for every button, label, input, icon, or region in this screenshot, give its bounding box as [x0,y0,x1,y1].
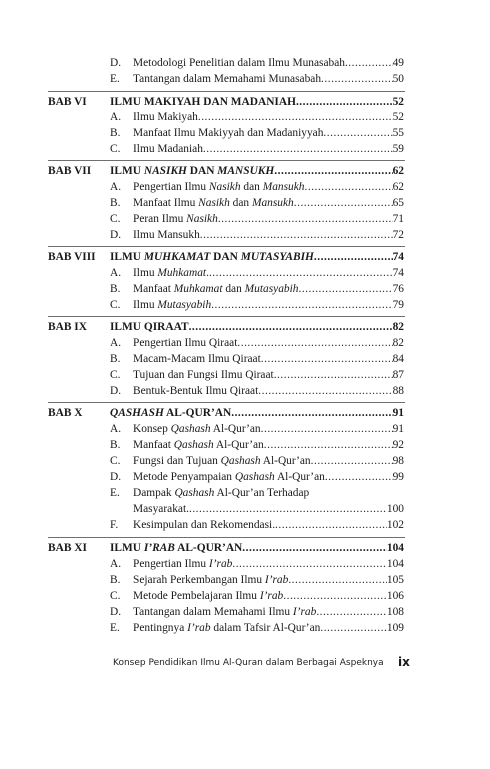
page-ref: 76 [392,283,404,295]
page-ref: 104 [386,558,404,570]
page-ref: 79 [392,299,404,311]
dot-leader [211,298,392,313]
toc-row [0,282,490,297]
toc-row [0,298,490,313]
toc-row [0,486,490,501]
dot-leader [316,605,387,620]
chapter-divider [48,402,405,403]
dot-leader [209,266,393,281]
entry-title: Konsep Qashash Al-Qur’an [133,423,261,435]
entry-title: Tujuan dan Fungsi Ilmu Qiraat [133,369,274,381]
toc-entry [133,180,404,195]
item-letter: C. [110,299,121,311]
toc-entry [133,518,404,533]
chapter-entry [110,320,404,335]
toc-row [0,573,490,588]
item-letter: B. [110,127,121,139]
toc-entry [133,336,404,351]
dot-leader [264,438,393,453]
page-ref: 74 [392,251,404,263]
entry-title: Metodologi Penelitian dalam Ilmu Munasabah [133,57,345,69]
item-letter: B. [110,283,121,295]
item-letter: E. [110,622,120,634]
toc-row [0,56,490,71]
toc-entry [133,438,404,453]
chapter-label: BAB VI [48,96,87,108]
dot-leader [242,541,387,556]
item-letter: D. [110,606,122,618]
chapter-divider [48,537,405,538]
entry-title: Manfaat Ilmu Nasikh dan Mansukh [133,197,294,209]
item-letter: A. [110,337,122,349]
toc-row [0,126,490,141]
chapter-title: QASHASH AL-QUR’AN [110,407,232,419]
item-letter: F. [110,519,119,531]
entry-title: Manfaat Qashash Al-Qur’an [133,439,264,451]
dot-leader [275,518,387,533]
dot-leader [305,180,393,195]
toc-row [0,384,490,399]
page-ref: 102 [386,519,404,531]
toc-row [0,336,490,351]
dot-leader [296,95,393,110]
dot-leader [321,72,393,87]
dot-leader [203,142,393,157]
chapter-row [0,541,490,556]
toc-entry [133,142,404,157]
item-letter: A. [110,558,122,570]
toc-row [0,589,490,604]
page-ref: 87 [392,369,404,381]
toc-row [0,212,490,227]
page-ref: 62 [392,165,404,177]
entry-title: Pentingnya I’rab dalam Tafsir Al-Qur’an [133,622,321,634]
dot-leader [283,589,387,604]
dot-leader [237,336,392,351]
toc-row [0,470,490,485]
dot-leader [261,422,393,437]
toc-row [0,72,490,87]
entry-title: Pengertian Ilmu Qiraat [133,337,238,349]
toc-row [0,518,490,533]
chapter-divider [48,160,405,161]
toc-entry [133,557,404,572]
dot-leader [261,352,393,367]
item-letter: C. [110,455,121,467]
page-ref: 55 [392,127,404,139]
item-letter: E. [110,73,120,85]
toc-row [0,142,490,157]
page-ref: 62 [392,181,404,193]
page-ref: 105 [386,574,404,586]
chapter-label: BAB VII [48,165,92,177]
item-letter: B. [110,574,121,586]
item-letter: E. [110,487,120,499]
toc-entry [133,56,404,71]
page-ref: 82 [392,337,404,349]
toc-row [0,454,490,469]
toc-row [0,368,490,383]
page-ref: 74 [392,267,404,279]
entry-title: Ilmu Mansukh [133,229,200,241]
toc-entry [133,454,404,469]
toc-entry [133,422,404,437]
toc-row [0,180,490,195]
page-ref: 100 [386,503,404,515]
page-ref: 108 [386,606,404,618]
dot-leader [294,196,393,211]
page-ref: 104 [386,542,404,554]
chapter-title: ILMU I’RAB AL-QUR’AN [110,542,243,554]
dot-leader [231,406,392,421]
running-footer: Konsep Pendidikan Ilmu Al-Quran dalam Berbagai Aspeknya [113,658,384,668]
dot-leader [232,557,387,572]
page-ref: 91 [392,407,404,419]
toc-entry [133,110,404,125]
item-letter: A. [110,267,122,279]
item-letter: C. [110,369,121,381]
toc-entry [133,72,404,87]
toc-entry [133,282,404,297]
dot-leader [198,110,393,125]
entry-title: Dampak Qashash Al-Qur’an Terhadap [133,487,310,499]
chapter-title: ILMU MUHKAMAT DAN MUTASYABIH [110,251,314,263]
dot-leader [288,573,387,588]
page-ref: 52 [392,96,404,108]
entry-title: Metode Penyampaian Qashash Al-Qur’an [133,471,325,483]
entry-title: Bentuk-Bentuk Ilmu Qiraat [133,385,259,397]
toc-row [0,557,490,572]
toc-entry [133,589,404,604]
item-letter: D. [110,57,122,69]
toc-entry [133,298,404,313]
entry-title: Pengertian Ilmu I’rab [133,558,233,570]
chapter-entry [110,164,404,179]
toc-entry [133,352,404,367]
toc-entry [133,502,404,517]
page-ref: 72 [392,229,404,241]
toc-entry [133,126,404,141]
dot-leader [200,228,393,243]
item-letter: D. [110,229,122,241]
chapter-row [0,320,490,335]
dot-leader [218,212,393,227]
entry-title: Sejarah Perkembangan Ilmu I’rab [133,574,289,586]
entry-title: Fungsi dan Tujuan Qashash Al-Qur’an [133,455,311,467]
toc-row [0,438,490,453]
chapter-label: BAB VIII [48,251,96,263]
entry-title: Manfaat Muhkamat dan Mutasyabih [133,283,299,295]
page-ref: 82 [392,321,404,333]
chapter-label: BAB X [48,407,83,419]
item-letter: C. [110,143,121,155]
chapter-row [0,164,490,179]
toc-entry [133,621,404,636]
entry-title: Tantangan dalam Memahami Munasabah [133,73,322,85]
item-letter: B. [110,353,121,365]
dot-leader [311,454,393,469]
dot-leader [325,470,393,485]
toc-row [0,621,490,636]
page-ref: 106 [386,590,404,602]
chapter-entry [110,541,404,556]
page-ref: 98 [392,455,404,467]
item-letter: D. [110,385,122,397]
page-ref: 71 [392,213,404,225]
toc-entry [133,212,404,227]
toc-row [0,110,490,125]
chapter-divider [48,316,405,317]
entry-title: Masyarakat. [133,503,189,515]
page-ref: 65 [392,197,404,209]
entry-title: Peran Ilmu Nasikh [133,213,218,225]
dot-leader [298,282,392,297]
entry-title: Ilmu Mutasyabih [133,299,212,311]
dot-leader [189,502,387,517]
chapter-divider [48,246,405,247]
entry-title: Pengertian Ilmu Nasikh dan Mansukh [133,181,305,193]
item-letter: A. [110,181,122,193]
toc-row [0,352,490,367]
page-ref: 91 [392,423,404,435]
toc-entry [133,470,404,485]
toc-row [0,605,490,620]
page-ref: 52 [392,111,404,123]
toc-entry [133,573,404,588]
item-letter: B. [110,197,121,209]
chapter-row [0,406,490,421]
page-number: ix [398,655,410,669]
item-letter: C. [110,590,121,602]
entry-title: Macam-Macam Ilmu Qiraat [133,353,261,365]
page-ref: 109 [386,622,404,634]
toc-row-continued [0,502,490,517]
page-ref: 88 [392,385,404,397]
entry-title: Metode Pembelajaran Ilmu I’rab [133,590,284,602]
item-letter: A. [110,111,122,123]
chapter-entry [110,95,404,110]
chapter-title: ILMU NASIKH DAN MANSUKH [110,165,275,177]
dot-leader [323,126,392,141]
chapter-row [0,95,490,110]
toc-entry [133,368,404,383]
entry-title: Ilmu Madaniah [133,143,203,155]
dot-leader [314,250,393,265]
dot-leader [274,368,393,383]
toc-row [0,422,490,437]
toc-row [0,196,490,211]
entry-title: Kesimpulan dan Rekomendasi. [133,519,276,531]
page-ref: 49 [392,57,404,69]
page-ref: 59 [392,143,404,155]
page-ref: 92 [392,439,404,451]
entry-title: Manfaat Ilmu Makiyyah dan Madaniyyah [133,127,324,139]
page-ref: 50 [392,73,404,85]
page-ref: 99 [392,471,404,483]
dot-leader [189,320,393,335]
page-ref: 84 [392,353,404,365]
dot-leader [320,621,387,636]
item-letter: A. [110,423,122,435]
dot-leader [258,384,392,399]
chapter-label: BAB IX [48,321,87,333]
chapter-divider [48,91,405,92]
chapter-title: ILMU QIRAAT [110,321,189,333]
chapter-label: BAB XI [48,542,87,554]
toc-row [0,266,490,281]
entry-title: Ilmu Muhkamat. [133,267,209,279]
toc-entry [133,196,404,211]
dot-leader [274,164,392,179]
toc-entry [133,486,309,501]
toc-entry [133,384,404,399]
item-letter: B. [110,439,121,451]
chapter-row [0,250,490,265]
entry-title: Tantangan dalam Memahami Ilmu I’rab [133,606,317,618]
item-letter: C. [110,213,121,225]
chapter-entry [110,250,404,265]
toc-entry [133,266,404,281]
dot-leader [345,56,393,71]
toc-entry [133,228,404,243]
chapter-title: ILMU MAKIYAH DAN MADANIAH [110,96,296,108]
item-letter: D. [110,471,122,483]
toc-entry [133,605,404,620]
entry-title: Ilmu Makiyah [133,111,198,123]
toc-row [0,228,490,243]
chapter-entry [110,406,404,421]
